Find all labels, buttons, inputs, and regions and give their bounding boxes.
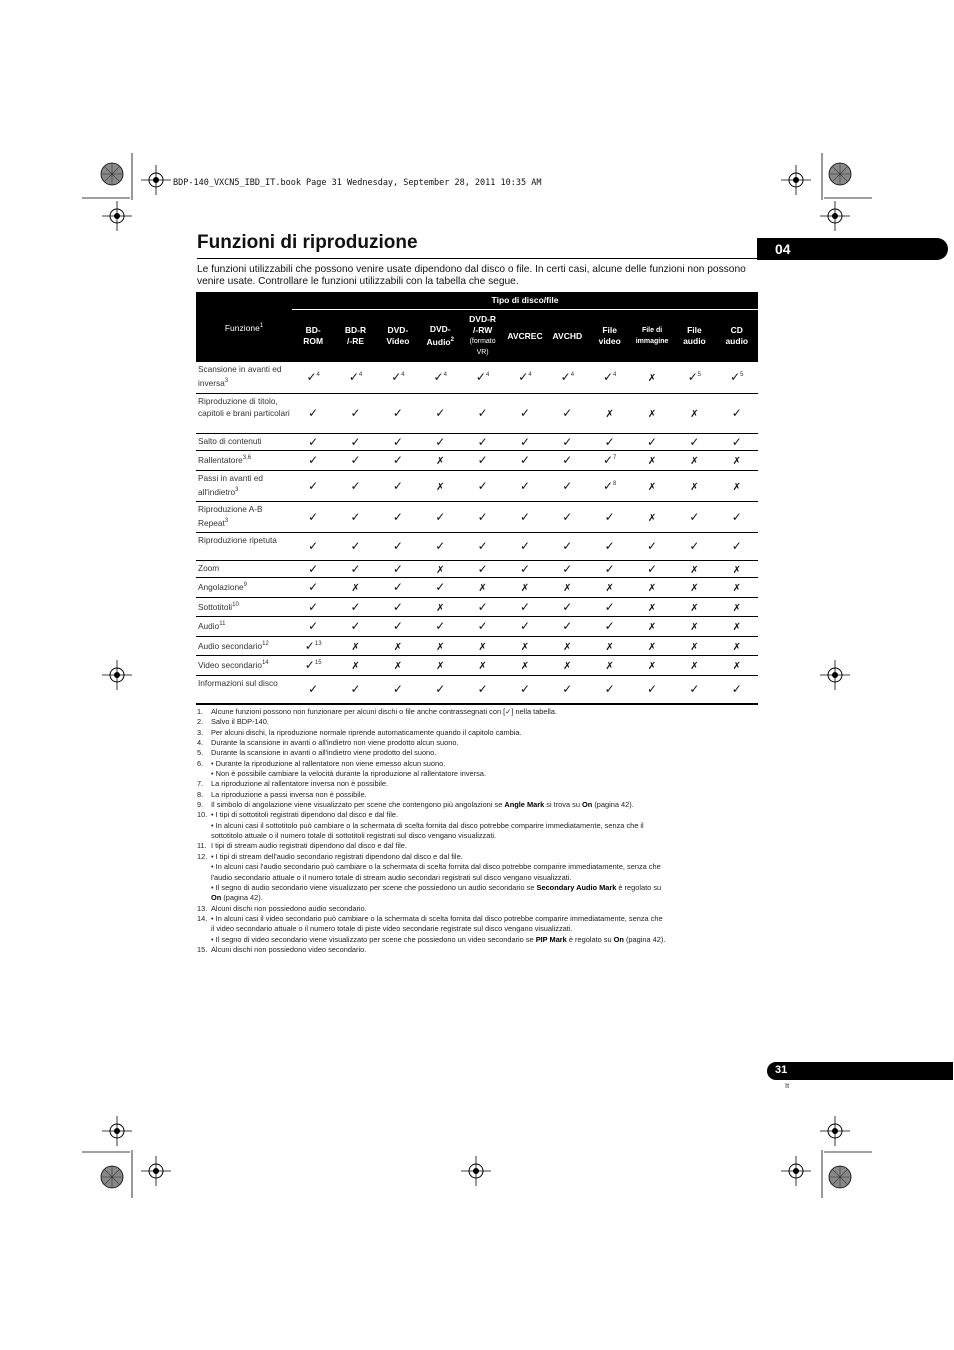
footnote-line: 12. • I tipi di stream dell'audio secondario registrati dipendono dal disco e dal file. — [197, 851, 463, 861]
supported-check-icon: ✓ — [461, 470, 503, 501]
supported-check-icon: ✓ — [377, 675, 419, 704]
unsupported-cross-icon: ✗ — [334, 636, 376, 655]
footnote-line: 4. Durante la scansione in avanti o all'indietro non viene prodotto alcun suono. — [197, 738, 459, 748]
unsupported-cross-icon: ✗ — [419, 560, 461, 577]
unsupported-cross-icon: ✗ — [461, 655, 503, 675]
unsupported-cross-icon: ✗ — [631, 393, 673, 433]
footnote-line: • In alcuni casi il sottotitolo può cambiare o la schermata di scelta fornita dal disco potrebbe comparire immediatamente, senza che il — [211, 820, 644, 830]
unsupported-cross-icon: ✗ — [419, 636, 461, 655]
supported-check-icon: ✓ — [292, 577, 334, 597]
unsupported-cross-icon: ✗ — [419, 470, 461, 501]
supported-check-icon: ✓$^4$ — [504, 362, 546, 393]
supported-check-icon: ✓ — [546, 675, 588, 704]
supported-check-icon: ✓ — [631, 675, 673, 704]
column-header-line: AVCREC — [507, 330, 543, 341]
supported-check-icon: ✓$^5$ — [673, 362, 715, 393]
unsupported-cross-icon: ✗ — [631, 470, 673, 501]
registration-cross-icon — [141, 1156, 171, 1186]
supported-check-icon: ✓ — [419, 433, 461, 450]
supported-check-icon: ✓ — [419, 577, 461, 597]
function-label: Video secondario$^{14}$ — [196, 655, 292, 675]
unsupported-cross-icon: ✗ — [631, 362, 673, 393]
supported-check-icon: ✓ — [546, 501, 588, 532]
supported-check-icon: ✓ — [673, 501, 715, 532]
supported-check-icon: ✓ — [461, 433, 503, 450]
unsupported-cross-icon: ✗ — [589, 655, 631, 675]
supported-check-icon: ✓ — [504, 450, 546, 470]
column-header-line: Video — [386, 336, 410, 346]
supported-check-icon: ✓ — [292, 501, 334, 532]
supported-check-icon: ✓ — [334, 616, 376, 636]
supported-check-icon: ✓ — [334, 393, 376, 433]
supported-check-icon: ✓ — [292, 532, 334, 560]
function-label: Riproduzione di titolo, capitoli e brani particolari — [196, 393, 292, 433]
supported-check-icon: ✓ — [419, 675, 461, 704]
unsupported-cross-icon: ✗ — [546, 577, 588, 597]
supported-check-icon: ✓ — [546, 616, 588, 636]
function-label: Scansione in avanti ed inversa$^3$ — [196, 362, 292, 393]
supported-check-icon: ✓ — [546, 597, 588, 616]
footnote-line: 2. Salvo il BDP-140. — [197, 717, 269, 727]
column-header-line: BD- — [305, 325, 321, 335]
supported-check-icon: ✓ — [334, 470, 376, 501]
supported-check-icon: ✓ — [334, 433, 376, 450]
supported-check-icon: ✓ — [546, 532, 588, 560]
unsupported-cross-icon: ✗ — [546, 636, 588, 655]
title-rule — [197, 258, 757, 259]
supported-check-icon: ✓ — [673, 675, 715, 704]
supported-check-icon: ✓ — [589, 675, 631, 704]
function-header-label: Funzione — [224, 322, 260, 333]
supported-check-icon: ✓$^{13}$ — [292, 636, 334, 655]
supported-check-icon: ✓$^4$ — [377, 362, 419, 393]
supported-check-icon: ✓ — [631, 560, 673, 577]
supported-check-icon: ✓ — [673, 433, 715, 450]
column-header-line: /-RE — [347, 336, 365, 346]
footnote-line: 15. Alcuni dischi non possiedono video secondario. — [197, 944, 367, 954]
table-row — [196, 532, 758, 560]
footnote-line: 3. Per alcuni dischi, la riproduzione normale riprende automaticamente quando il capitolo cambia. — [197, 727, 522, 737]
language-code: It — [785, 1081, 790, 1090]
column-header-line: BD-R — [344, 325, 367, 335]
supported-check-icon: ✓ — [461, 597, 503, 616]
unsupported-cross-icon: ✗ — [334, 655, 376, 675]
unsupported-cross-icon: ✗ — [673, 616, 715, 636]
supported-check-icon: ✓ — [419, 501, 461, 532]
unsupported-cross-icon: ✗ — [673, 393, 715, 433]
supported-check-icon: ✓ — [673, 532, 715, 560]
column-header-line: (formato — [469, 338, 496, 345]
unsupported-cross-icon: ✗ — [419, 655, 461, 675]
registration-cross-icon — [102, 1116, 132, 1146]
column-header-line: immagine — [635, 338, 669, 345]
registration-star-icon — [829, 163, 851, 185]
unsupported-cross-icon: ✗ — [631, 597, 673, 616]
unsupported-cross-icon: ✗ — [673, 597, 715, 616]
function-label: Angolazione$^9$ — [196, 577, 292, 597]
unsupported-cross-icon: ✗ — [716, 450, 758, 470]
supported-check-icon: ✓ — [334, 597, 376, 616]
disc-type-column-header — [461, 310, 503, 363]
registration-cross-icon — [141, 165, 171, 195]
supported-check-icon: ✓ — [377, 616, 419, 636]
column-header-line: CD — [730, 325, 743, 335]
unsupported-cross-icon: ✗ — [673, 450, 715, 470]
supported-check-icon: ✓ — [334, 450, 376, 470]
supported-check-icon: ✓ — [504, 433, 546, 450]
footnote-line: On (pagina 42). — [211, 893, 263, 903]
footnote-line: • Il segno di audio secondario viene visualizzato per scene che possiedono un audio secondario se Secondary Audio Mark è regolato su — [211, 882, 662, 892]
supported-check-icon: ✓$^7$ — [589, 450, 631, 470]
disc-type-column-header — [546, 310, 588, 363]
footnote-line: 9. Il simbolo di angolazione viene visualizzato per scene che contengono più angolazioni se Angle Mark si trova su On (pagina 42). — [197, 800, 634, 810]
unsupported-cross-icon: ✗ — [589, 577, 631, 597]
supported-check-icon: ✓ — [377, 433, 419, 450]
supported-check-icon: ✓ — [419, 532, 461, 560]
intro-paragraph: Le funzioni utilizzabili che possono venire usate dipendono dal disco o file. In certi casi, alcune delle funzioni non possono venire usate. Controllare le funzioni utilizzabili con la tabella che segue. — [197, 264, 746, 287]
supported-check-icon: ✓ — [504, 501, 546, 532]
supported-check-icon: ✓ — [461, 616, 503, 636]
supported-check-icon: ✓ — [589, 560, 631, 577]
table-row — [196, 470, 758, 501]
supported-check-icon: ✓ — [589, 616, 631, 636]
chapter-number: 04 — [775, 241, 791, 257]
registration-cross-icon — [102, 201, 132, 231]
supported-check-icon: ✓ — [631, 433, 673, 450]
registration-star-icon — [101, 1166, 123, 1188]
supported-check-icon: ✓ — [334, 501, 376, 532]
supported-check-icon: ✓$^{15}$ — [292, 655, 334, 675]
supported-check-icon: ✓ — [377, 560, 419, 577]
column-header-line: video — [598, 336, 621, 346]
column-header-line: ROM — [303, 336, 324, 346]
function-label: Audio secondario$^{12}$ — [196, 636, 292, 655]
supported-check-icon: ✓ — [292, 470, 334, 501]
supported-check-icon: ✓ — [589, 597, 631, 616]
unsupported-cross-icon: ✗ — [673, 470, 715, 501]
column-header-line: audio — [683, 336, 706, 346]
disc-type-column-header — [631, 310, 673, 363]
supported-check-icon: ✓$^4$ — [461, 362, 503, 393]
supported-check-icon: ✓$^4$ — [419, 362, 461, 393]
function-label: Sottotitoli$^{10}$ — [196, 597, 292, 616]
supported-check-icon: ✓ — [504, 532, 546, 560]
supported-check-icon: ✓ — [716, 532, 758, 560]
supported-check-icon: ✓ — [504, 597, 546, 616]
supported-check-icon: ✓$^4$ — [292, 362, 334, 393]
unsupported-cross-icon: ✗ — [504, 636, 546, 655]
supported-check-icon: ✓ — [334, 675, 376, 704]
function-label: Riproduzione ripetuta — [196, 532, 292, 560]
supported-check-icon: ✓ — [504, 675, 546, 704]
supported-check-icon: ✓ — [292, 616, 334, 636]
footnote-line: 14. • In alcuni casi il video secondario può cambiare o la schermata di scelta fornita dal disco potrebbe comparire immediatamente, senza che — [197, 913, 663, 923]
supported-check-icon: ✓ — [419, 616, 461, 636]
table-row — [196, 450, 758, 470]
table-row — [196, 560, 758, 577]
registration-star-icon — [101, 163, 123, 185]
supported-check-icon: ✓ — [292, 597, 334, 616]
footnote-line: sottotitolo attuale o il numero totale di sottotitoli registrati sul disco vengano visualizzati. — [211, 831, 497, 841]
column-header-line: File — [687, 325, 702, 335]
supported-check-icon: ✓ — [461, 450, 503, 470]
function-label: Informazioni sul disco — [196, 675, 292, 704]
footnote-line: 7. La riproduzione al rallentatore inversa non è possibile. — [197, 779, 389, 789]
unsupported-cross-icon: ✗ — [461, 636, 503, 655]
footnote-line: 1. Alcune funzioni possono non funzionare per alcuni dischi o file anche contrassegnati con [✓] nella tabella. — [197, 707, 557, 716]
unsupported-cross-icon: ✗ — [631, 655, 673, 675]
supported-check-icon: ✓ — [377, 597, 419, 616]
supported-check-icon: ✓ — [504, 470, 546, 501]
table-row — [196, 675, 758, 704]
supported-check-icon: ✓ — [461, 501, 503, 532]
unsupported-cross-icon: ✗ — [631, 450, 673, 470]
unsupported-cross-icon: ✗ — [461, 577, 503, 597]
supported-check-icon: ✓ — [461, 560, 503, 577]
footnote-line: 11. I tipi di stream audio registrati dipendono dal disco e dal file. — [197, 841, 407, 851]
function-label: Salto di contenuti — [196, 433, 292, 450]
column-header-line: DVD- — [429, 324, 451, 335]
unsupported-cross-icon: ✗ — [631, 616, 673, 636]
unsupported-cross-icon: ✗ — [546, 655, 588, 675]
supported-check-icon: ✓ — [334, 532, 376, 560]
table-row — [196, 433, 758, 450]
function-column-header — [196, 292, 292, 362]
footnote-line: 5. Durante la scansione in avanti o all'indietro viene prodotto del suono. — [197, 748, 437, 758]
supported-check-icon: ✓ — [461, 675, 503, 704]
function-label: Zoom — [196, 560, 292, 577]
function-table — [196, 292, 758, 705]
disc-type-column-header — [419, 310, 461, 363]
supported-check-icon: ✓ — [461, 532, 503, 560]
unsupported-cross-icon: ✗ — [504, 655, 546, 675]
table-row — [196, 655, 758, 675]
supported-check-icon: ✓ — [419, 393, 461, 433]
footnote-line: l'audio secondario attuale o il numero totale di stream audio secondari registrati sul disco vengano visualizzati. — [211, 872, 572, 882]
column-header-line: File — [602, 325, 618, 335]
book-metadata-line: BDP-140_VXCN5_IBD_IT.book Page 31 Wednesday, September 28, 2011 10:35 AM — [173, 178, 542, 188]
registration-star-icon — [829, 1166, 851, 1188]
unsupported-cross-icon: ✗ — [377, 636, 419, 655]
supported-check-icon: ✓ — [377, 501, 419, 532]
supported-check-icon: ✓ — [716, 433, 758, 450]
supported-check-icon: ✓ — [377, 393, 419, 433]
unsupported-cross-icon: ✗ — [673, 655, 715, 675]
disc-type-column-header — [673, 310, 715, 363]
supported-check-icon: ✓ — [377, 450, 419, 470]
unsupported-cross-icon: ✗ — [673, 636, 715, 655]
registration-cross-icon — [781, 1156, 811, 1186]
table-row — [196, 636, 758, 655]
supported-check-icon: ✓$^4$ — [334, 362, 376, 393]
registration-cross-icon — [102, 660, 132, 690]
unsupported-cross-icon: ✗ — [419, 597, 461, 616]
footnote-line: • Non è possibile cambiare la velocità durante la riproduzione al rallentatore inversa. — [211, 769, 486, 779]
footnote-line: 6. • Durante la riproduzione al rallentatore non viene emesso alcun suono. — [197, 758, 446, 768]
supported-check-icon: ✓ — [292, 433, 334, 450]
supported-check-icon: ✓ — [334, 560, 376, 577]
registration-cross-icon — [820, 1116, 850, 1146]
page-title: Funzioni di riproduzione — [197, 232, 418, 253]
supported-check-icon: ✓ — [292, 560, 334, 577]
table-row — [196, 597, 758, 616]
unsupported-cross-icon: ✗ — [589, 393, 631, 433]
unsupported-cross-icon: ✗ — [334, 577, 376, 597]
supported-check-icon: ✓ — [716, 501, 758, 532]
registration-cross-icon — [781, 165, 811, 195]
supported-check-icon: ✓ — [546, 560, 588, 577]
table-row — [196, 577, 758, 597]
unsupported-cross-icon: ✗ — [631, 501, 673, 532]
unsupported-cross-icon: ✗ — [716, 636, 758, 655]
disc-type-column-header — [716, 310, 758, 363]
table-row — [196, 362, 758, 393]
unsupported-cross-icon: ✗ — [716, 470, 758, 501]
supported-check-icon: ✓$^5$ — [716, 362, 758, 393]
registration-cross-icon — [820, 660, 850, 690]
function-label: Riproduzione A-B Repeat$^3$ — [196, 501, 292, 532]
supported-check-icon: ✓ — [546, 433, 588, 450]
supported-check-icon: ✓$^8$ — [589, 470, 631, 501]
unsupported-cross-icon: ✗ — [419, 450, 461, 470]
column-header-line: AVCHD — [552, 330, 583, 341]
unsupported-cross-icon: ✗ — [631, 577, 673, 597]
footnote-line: 8. La riproduzione a passi inversa non è possibile. — [197, 789, 367, 799]
table-row — [196, 393, 758, 433]
unsupported-cross-icon: ✗ — [716, 577, 758, 597]
supported-check-icon: ✓ — [504, 616, 546, 636]
chapter-tab — [757, 238, 948, 260]
supported-check-icon: ✓ — [377, 577, 419, 597]
page-number-tab — [767, 1062, 953, 1080]
supported-check-icon: ✓ — [589, 532, 631, 560]
footnotes — [197, 707, 759, 955]
unsupported-cross-icon: ✗ — [589, 636, 631, 655]
unsupported-cross-icon: ✗ — [673, 577, 715, 597]
supported-check-icon: ✓ — [292, 450, 334, 470]
function-label: Audio$^{11}$ — [196, 616, 292, 636]
disc-type-column-header — [504, 310, 546, 363]
disc-type-column-header — [589, 310, 631, 363]
table-row — [196, 501, 758, 532]
supported-check-icon: ✓ — [716, 675, 758, 704]
footnote-line: • Il segno di video secondario viene visualizzato per scene che possiedono un video secondario se PIP Mark è regolato su On (pagina 42). — [211, 934, 666, 944]
supported-check-icon: ✓ — [631, 532, 673, 560]
unsupported-cross-icon: ✗ — [504, 577, 546, 597]
supported-check-icon: ✓ — [377, 470, 419, 501]
unsupported-cross-icon: ✗ — [673, 560, 715, 577]
registration-cross-icon — [820, 201, 850, 231]
supported-check-icon: ✓ — [546, 470, 588, 501]
supported-check-icon: ✓ — [504, 560, 546, 577]
footnote-line: 13. Alcuni dischi non possiedono audio secondario. — [197, 903, 367, 913]
supported-check-icon: ✓ — [716, 393, 758, 433]
unsupported-cross-icon: ✗ — [716, 655, 758, 675]
function-header-sup: 1 — [259, 322, 264, 329]
supported-check-icon: ✓ — [589, 433, 631, 450]
column-header-line: Audio$^2$ — [426, 336, 454, 347]
disc-type-column-header — [334, 310, 376, 363]
column-header-line: DVD- — [387, 325, 409, 335]
unsupported-cross-icon: ✗ — [716, 597, 758, 616]
supported-check-icon: ✓ — [292, 675, 334, 704]
column-header-line: VR) — [476, 349, 489, 356]
unsupported-cross-icon: ✗ — [716, 616, 758, 636]
supported-check-icon: ✓ — [292, 393, 334, 433]
column-header-line: DVD-R — [469, 314, 497, 324]
footnote-line: il video secondario attuale o il numero totale di piste video secondarie registrate sul disco vengano visualizzati. — [211, 924, 573, 934]
page-number: 31 — [775, 1064, 788, 1076]
function-label: Passi in avanti ed all'indietro$^3$ — [196, 470, 292, 501]
supported-check-icon: ✓ — [377, 532, 419, 560]
column-header-line: audio — [725, 336, 749, 346]
unsupported-cross-icon: ✗ — [377, 655, 419, 675]
supported-check-icon: ✓ — [589, 501, 631, 532]
supported-check-icon: ✓ — [461, 393, 503, 433]
table-row — [196, 616, 758, 636]
function-label: Rallentatore$^{3,6}$ — [196, 450, 292, 470]
supported-check-icon: ✓$^4$ — [546, 362, 588, 393]
unsupported-cross-icon: ✗ — [716, 560, 758, 577]
supported-check-icon: ✓$^4$ — [589, 362, 631, 393]
column-header-line: File di — [641, 327, 663, 334]
supported-check-icon: ✓ — [546, 450, 588, 470]
supported-check-icon: ✓ — [546, 393, 588, 433]
footnote-line: • In alcuni casi l'audio secondario può cambiare o la schermata di scelta fornita dal disco potrebbe comparire immediatamente, senza che — [211, 862, 661, 872]
disc-type-column-header — [377, 310, 419, 363]
supported-check-icon: ✓ — [504, 393, 546, 433]
footnote-line: 10. • I tipi di sottotitoli registrati dipendono dal disco e dal file. — [197, 810, 399, 820]
column-header-line: /-RW — [473, 325, 493, 335]
disc-type-group-header: Tipo di disco/file — [292, 292, 758, 310]
unsupported-cross-icon: ✗ — [631, 636, 673, 655]
registration-cross-icon — [461, 1156, 491, 1186]
disc-type-column-header — [292, 310, 334, 363]
